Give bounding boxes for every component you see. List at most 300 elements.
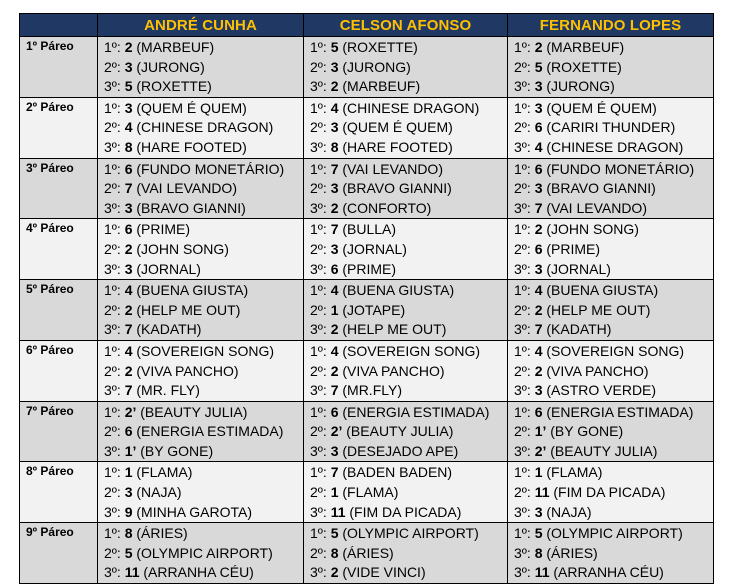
pick-line — [304, 442, 507, 462]
finish-position: 1º: — [514, 39, 531, 55]
header-race — [20, 14, 98, 37]
horse-number: 4 — [124, 282, 133, 299]
pick-line — [304, 503, 507, 523]
finish-position: 2º: — [514, 119, 531, 136]
finish-position: 1º: — [514, 99, 531, 116]
horse-name: (FLAMA) — [136, 464, 193, 481]
horse-number: 8 — [124, 138, 133, 155]
finish-position: 3º: — [514, 260, 531, 277]
finish-position: 2º: — [310, 362, 327, 379]
horse-name: (BY GONE) — [140, 442, 214, 459]
finish-position: 3º: — [514, 503, 531, 520]
horse-name: (VAI LEVANDO) — [546, 199, 647, 216]
horse-name: (FUNDO MONETÁRIO) — [546, 160, 695, 177]
finish-position: 3º: — [104, 138, 121, 155]
pick-cell-fernando-lopes — [508, 97, 714, 158]
pick-line — [304, 463, 507, 483]
horse-number: 1 — [534, 464, 543, 481]
horse-number: 6 — [330, 260, 339, 277]
finish-position: 3º: — [310, 78, 327, 95]
pick-line — [508, 563, 713, 583]
horse-name: (ARRANHA CÉU) — [553, 564, 664, 581]
finish-position: 3º: — [104, 382, 121, 399]
finish-position: 2º: — [310, 119, 327, 136]
finish-position: 3º: — [514, 78, 531, 95]
header-fernando-lopes: FERNANDO LOPES — [508, 14, 714, 37]
pick-cell-fernando-lopes — [508, 523, 714, 584]
finish-position: 3º: — [310, 260, 327, 277]
horse-name: (ENERGIA ESTIMADA) — [546, 403, 694, 420]
horse-number: 8 — [330, 544, 339, 561]
pick-line — [304, 563, 507, 583]
horse-number: 5 — [330, 525, 339, 542]
horse-number: 3 — [534, 260, 543, 277]
finish-position: 2º: — [104, 119, 121, 136]
pick-cell-andre-cunha — [98, 462, 304, 523]
pick-cell-fernando-lopes — [508, 280, 714, 341]
pick-cell-fernando-lopes — [508, 219, 714, 280]
finish-position: 3º: — [104, 78, 121, 95]
finish-position: 2º: — [104, 58, 121, 75]
finish-position: 1º: — [310, 525, 327, 542]
finish-position: 3º: — [104, 503, 121, 520]
pick-line — [304, 77, 507, 97]
horse-name: (JOHN SONG) — [136, 240, 229, 257]
header-andre-cunha: ANDRÉ CUNHA — [98, 14, 304, 37]
horse-number: 4 — [330, 99, 339, 116]
finish-position: 2º: — [104, 180, 121, 197]
horse-name: (NAJA) — [136, 484, 182, 501]
finish-position: 3º: — [104, 199, 121, 216]
finish-position: 3º: — [310, 564, 327, 581]
race-row — [20, 219, 714, 280]
pick-line — [508, 160, 713, 180]
finish-position: 3º: — [514, 544, 531, 561]
horse-number: 11 — [534, 564, 550, 581]
horse-name: (OLYMPIC AIRPORT) — [136, 544, 273, 561]
pick-line — [508, 524, 713, 544]
horse-number: 4 — [124, 119, 133, 136]
finish-position: 3º: — [514, 138, 531, 155]
pick-line — [508, 463, 713, 483]
race-label: 2º Páreo — [20, 97, 98, 158]
pick-line — [98, 179, 303, 199]
finish-position: 3º: — [310, 199, 327, 216]
finish-position: 1º: — [514, 464, 531, 481]
horse-number: 2 — [124, 362, 133, 379]
pick-line — [98, 138, 303, 158]
pick-cell-andre-cunha — [98, 523, 304, 584]
finish-position: 1º: — [514, 160, 531, 177]
horse-number: 2 — [330, 564, 339, 581]
horse-name: (ENERGIA ESTIMADA) — [136, 423, 284, 440]
finish-position: 1º: — [104, 464, 121, 481]
finish-position: 1º: — [104, 403, 121, 420]
horse-name: (BEAUTY JULIA) — [550, 442, 658, 459]
horse-number: 11 — [534, 484, 550, 501]
pick-line — [508, 422, 713, 442]
race-label: 5º Páreo — [20, 280, 98, 341]
pick-line — [508, 503, 713, 523]
horse-number: 3 — [330, 119, 339, 136]
horse-number: 2’ — [534, 442, 547, 459]
horse-name: (CHINESE DRAGON) — [136, 119, 274, 136]
horse-name: (NAJA) — [546, 503, 592, 520]
horse-name: (ÁRIES) — [342, 544, 394, 561]
finish-position: 2º: — [104, 544, 121, 561]
pick-line — [98, 77, 303, 97]
horse-number: 6 — [534, 160, 543, 177]
horse-number: 7 — [124, 321, 133, 338]
pick-cell-fernando-lopes — [508, 340, 714, 401]
pick-line — [98, 199, 303, 219]
horse-number: 3 — [534, 503, 543, 520]
pick-line — [304, 403, 507, 423]
pick-line — [98, 118, 303, 138]
race-label: 9º Páreo — [20, 523, 98, 584]
horse-name: (VIDE VINCI) — [342, 564, 426, 581]
horse-number: 7 — [330, 160, 339, 177]
race-label: 4º Páreo — [20, 219, 98, 280]
horse-name: (FIM DA PICADA) — [349, 503, 462, 520]
pick-line — [304, 138, 507, 158]
horse-name: (CONFORTO) — [342, 199, 432, 216]
horse-number: 2 — [124, 301, 133, 318]
race-label: 6º Páreo — [20, 340, 98, 401]
horse-name: (OLYMPIC AIRPORT) — [342, 525, 479, 542]
finish-position: 2º: — [310, 423, 327, 440]
header-row — [20, 14, 714, 37]
horse-number: 7 — [534, 321, 543, 338]
pick-line — [508, 220, 713, 240]
finish-position: 2º: — [310, 301, 327, 318]
horse-number: 5 — [124, 78, 133, 95]
horse-number: 4 — [330, 282, 339, 299]
pick-line — [98, 99, 303, 119]
horse-name: (BRAVO GIANNI) — [342, 180, 452, 197]
horse-number: 4 — [534, 138, 543, 155]
race-rows — [20, 37, 714, 584]
horse-number: 11 — [330, 503, 346, 520]
horse-name: (BULLA) — [342, 221, 397, 238]
pick-line — [304, 422, 507, 442]
pick-line — [508, 442, 713, 462]
horse-number: 3 — [330, 442, 339, 459]
pick-cell-fernando-lopes — [508, 401, 714, 462]
pick-cell-andre-cunha — [98, 401, 304, 462]
horse-name: (KADATH) — [136, 321, 202, 338]
pick-cell-andre-cunha — [98, 37, 304, 98]
pick-line — [98, 524, 303, 544]
finish-position: 3º: — [310, 138, 327, 155]
pick-line — [98, 503, 303, 523]
horse-name: (BADEN BADEN) — [342, 464, 453, 481]
horse-name: (MARBEUF) — [546, 39, 625, 55]
pick-cell-celson-afonso — [304, 219, 508, 280]
horse-name: (FIM DA PICADA) — [553, 484, 666, 501]
horse-number: 2 — [534, 39, 543, 55]
pick-cell-celson-afonso — [304, 158, 508, 219]
horse-name: (JURONG) — [342, 58, 411, 75]
horse-number: 4 — [534, 342, 543, 359]
pick-line — [98, 58, 303, 78]
horse-number: 8 — [330, 138, 339, 155]
horse-number: 2 — [330, 199, 339, 216]
finish-position: 3º: — [104, 564, 121, 581]
horse-number: 4 — [330, 342, 339, 359]
horse-number: 7 — [124, 180, 133, 197]
horse-number: 4 — [534, 282, 543, 299]
finish-position: 1º: — [310, 99, 327, 116]
horse-name: (FUNDO MONETÁRIO) — [136, 160, 285, 177]
pick-line — [304, 320, 507, 340]
horse-name: (MINHA GAROTA) — [136, 503, 253, 520]
horse-name: (KADATH) — [546, 321, 612, 338]
pick-line — [304, 381, 507, 401]
pick-line — [98, 320, 303, 340]
horse-number: 3 — [124, 484, 133, 501]
pick-cell-celson-afonso — [304, 401, 508, 462]
horse-name: (ROXETTE) — [136, 78, 212, 95]
pick-line — [508, 138, 713, 158]
pick-line — [304, 179, 507, 199]
finish-position: 1º: — [104, 221, 121, 238]
finish-position: 2º: — [104, 301, 121, 318]
finish-position: 1º: — [104, 282, 121, 299]
pick-line — [98, 362, 303, 382]
pick-line — [508, 403, 713, 423]
horse-number: 7 — [330, 464, 339, 481]
finish-position: 2º: — [310, 544, 327, 561]
pick-line — [304, 58, 507, 78]
race-label: 3º Páreo — [20, 158, 98, 219]
horse-name: (MR.FLY) — [342, 382, 402, 399]
pick-line — [304, 199, 507, 219]
horse-number: 1’ — [124, 442, 137, 459]
finish-position: 2º: — [514, 240, 531, 257]
horse-number: 5 — [534, 525, 543, 542]
horse-number: 2 — [534, 301, 543, 318]
finish-position: 3º: — [104, 442, 121, 459]
horse-name: (PRIME) — [546, 240, 601, 257]
race-row — [20, 158, 714, 219]
horse-name: (ÁRIES) — [546, 544, 598, 561]
finish-position: 3º: — [310, 382, 327, 399]
horse-name: (ÁRIES) — [136, 525, 188, 542]
pick-line — [508, 38, 713, 58]
pick-line — [508, 342, 713, 362]
horse-name: (HELP ME OUT) — [136, 301, 241, 318]
horse-name: (PRIME) — [342, 260, 397, 277]
horse-number: 3 — [330, 180, 339, 197]
finish-position: 3º: — [514, 321, 531, 338]
pick-line — [508, 320, 713, 340]
finish-position: 3º: — [514, 382, 531, 399]
finish-position: 3º: — [104, 260, 121, 277]
pick-cell-andre-cunha — [98, 280, 304, 341]
finish-position: 1º: — [514, 525, 531, 542]
horse-name: (ROXETTE) — [546, 58, 622, 75]
finish-position: 1º: — [514, 403, 531, 420]
horse-number: 2 — [534, 362, 543, 379]
pick-line — [98, 563, 303, 583]
finish-position: 3º: — [514, 564, 531, 581]
horse-number: 11 — [124, 564, 140, 581]
finish-position: 3º: — [310, 503, 327, 520]
horse-number: 2 — [124, 39, 133, 55]
horse-name: (ENERGIA ESTIMADA) — [342, 403, 490, 420]
pick-cell-fernando-lopes — [508, 158, 714, 219]
finish-position: 2º: — [310, 240, 327, 257]
pick-cell-fernando-lopes — [508, 462, 714, 523]
pick-cell-andre-cunha — [98, 158, 304, 219]
finish-position: 1º: — [104, 525, 121, 542]
horse-name: (VIVA PANCHO) — [342, 362, 445, 379]
horse-number: 8 — [534, 544, 543, 561]
horse-name: (VAI LEVANDO) — [136, 180, 237, 197]
horse-name: (BUENA GIUSTA) — [546, 282, 659, 299]
horse-number: 8 — [124, 525, 133, 542]
horse-name: (CHINESE DRAGON) — [546, 138, 684, 155]
horse-name: (HELP ME OUT) — [342, 321, 447, 338]
horse-number: 3 — [534, 180, 543, 197]
pick-line — [304, 483, 507, 503]
race-row — [20, 97, 714, 158]
pick-cell-celson-afonso — [304, 37, 508, 98]
horse-name: (CARIRI THUNDER) — [546, 119, 676, 136]
finish-position: 1º: — [104, 160, 121, 177]
horse-number: 3 — [534, 78, 543, 95]
pick-line — [508, 240, 713, 260]
horse-name: (SOVEREIGN SONG) — [342, 342, 481, 359]
finish-position: 1º: — [514, 342, 531, 359]
horse-number: 2 — [330, 362, 339, 379]
pick-line — [98, 220, 303, 240]
horse-name: (BRAVO GIANNI) — [136, 199, 246, 216]
race-row — [20, 280, 714, 341]
pick-line — [98, 403, 303, 423]
horse-name: (SOVEREIGN SONG) — [546, 342, 685, 359]
horse-number: 1 — [330, 484, 339, 501]
pick-line — [98, 381, 303, 401]
finish-position: 2º: — [514, 423, 531, 440]
pick-cell-andre-cunha — [98, 340, 304, 401]
pick-line — [98, 544, 303, 564]
finish-position: 3º: — [514, 199, 531, 216]
finish-position: 2º: — [310, 180, 327, 197]
header-celson-afonso: CELSON AFONSO — [304, 14, 508, 37]
pick-line — [98, 160, 303, 180]
horse-name: (JORNAL) — [136, 260, 201, 277]
pick-cell-celson-afonso — [304, 462, 508, 523]
pick-line — [304, 99, 507, 119]
horse-name: (PRIME) — [136, 221, 191, 238]
pick-line — [508, 381, 713, 401]
finish-position: 1º: — [310, 160, 327, 177]
pick-line — [98, 38, 303, 58]
pick-line — [98, 301, 303, 321]
horse-name: (VIVA PANCHO) — [546, 362, 649, 379]
horse-name: (MARBEUF) — [136, 39, 215, 55]
pick-line — [304, 260, 507, 280]
pick-cell-fernando-lopes — [508, 37, 714, 98]
horse-name: (HARE FOOTED) — [342, 138, 453, 155]
horse-number: 3 — [124, 260, 133, 277]
horse-number: 3 — [124, 58, 133, 75]
finish-position: 1º: — [514, 282, 531, 299]
horse-number: 3 — [124, 99, 133, 116]
finish-position: 1º: — [310, 403, 327, 420]
horse-number: 6 — [124, 160, 133, 177]
race-row — [20, 401, 714, 462]
horse-number: 2 — [330, 78, 339, 95]
pick-line — [304, 38, 507, 58]
pick-cell-celson-afonso — [304, 340, 508, 401]
horse-name: (JORNAL) — [342, 240, 407, 257]
horse-name: (SOVEREIGN SONG) — [136, 342, 275, 359]
horse-name: (MARBEUF) — [342, 78, 421, 95]
finish-position: 2º: — [104, 423, 121, 440]
finish-position: 2º: — [514, 301, 531, 318]
horse-name: (HARE FOOTED) — [136, 138, 247, 155]
horse-name: (ROXETTE) — [342, 39, 418, 55]
horse-number: 9 — [124, 503, 133, 520]
pick-line — [508, 179, 713, 199]
horse-name: (ARRANHA CÉU) — [143, 564, 254, 581]
horse-name: (BRAVO GIANNI) — [546, 180, 656, 197]
horse-number: 1 — [124, 464, 133, 481]
pick-cell-celson-afonso — [304, 97, 508, 158]
horse-number: 7 — [124, 382, 133, 399]
horse-name: (BY GONE) — [550, 423, 624, 440]
pick-line — [508, 77, 713, 97]
horse-number: 3 — [534, 382, 543, 399]
race-row — [20, 37, 714, 98]
horse-number: 2’ — [330, 423, 343, 440]
pick-line — [304, 544, 507, 564]
pick-line — [508, 58, 713, 78]
pick-line — [508, 301, 713, 321]
finish-position: 1º: — [104, 99, 121, 116]
horse-name: (QUEM É QUEM) — [546, 99, 657, 116]
pick-line — [508, 362, 713, 382]
pick-line — [508, 260, 713, 280]
horse-number: 3 — [124, 199, 133, 216]
finish-position: 2º: — [514, 362, 531, 379]
horse-number: 6 — [124, 221, 133, 238]
finish-position: 2º: — [104, 240, 121, 257]
horse-name: (VIVA PANCHO) — [136, 362, 239, 379]
finish-position: 3º: — [310, 321, 327, 338]
horse-number: 7 — [534, 199, 543, 216]
race-row — [20, 462, 714, 523]
horse-name: (CHINESE DRAGON) — [342, 99, 480, 116]
pick-line — [508, 483, 713, 503]
pick-line — [508, 544, 713, 564]
pick-line — [304, 118, 507, 138]
horse-name: (BEAUTY JULIA) — [346, 423, 454, 440]
horse-name: (FLAMA) — [342, 484, 399, 501]
horse-number: 6 — [534, 119, 543, 136]
finish-position: 2º: — [310, 484, 327, 501]
horse-number: 6 — [534, 240, 543, 257]
horse-name: (JURONG) — [136, 58, 205, 75]
pick-line — [98, 260, 303, 280]
finish-position: 1º: — [310, 221, 327, 238]
finish-position: 3º: — [310, 442, 327, 459]
pick-line — [98, 422, 303, 442]
finish-position: 1º: — [310, 464, 327, 481]
